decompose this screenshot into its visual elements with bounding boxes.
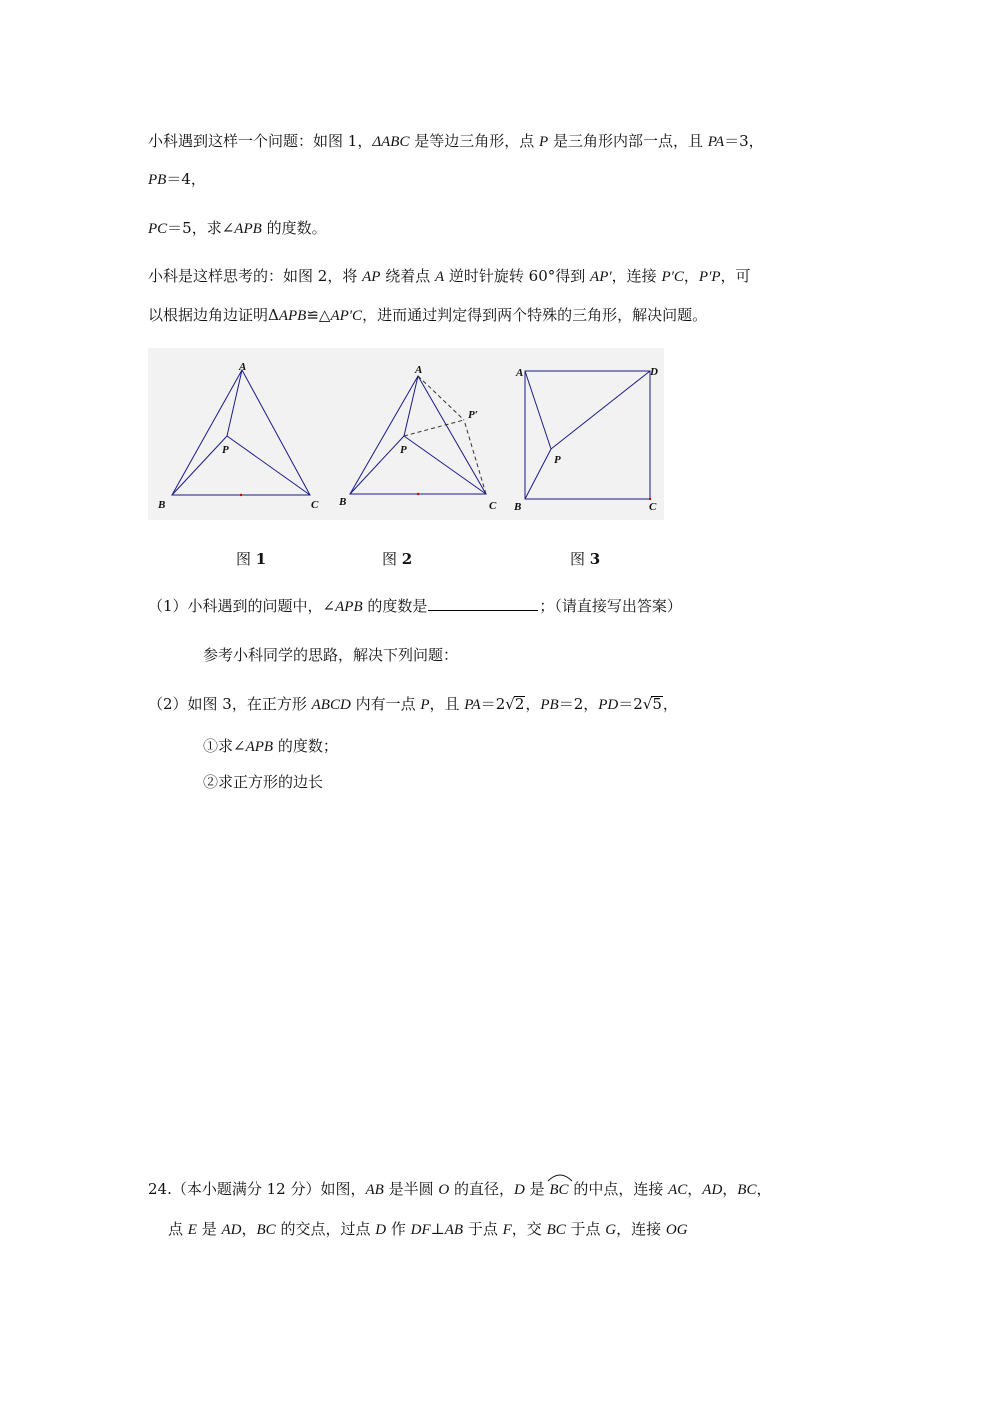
figure-3	[513, 366, 658, 513]
fig2-dashed-ap-prime	[418, 376, 464, 420]
fig1-label-a: A	[239, 361, 247, 373]
fig2-triangle	[350, 376, 486, 494]
figures-panel	[148, 348, 664, 520]
fig1-triangle	[172, 370, 310, 495]
figure-2	[338, 364, 497, 512]
fig2-label-b: B	[339, 496, 347, 508]
fig3-label-c: C	[649, 501, 657, 513]
fig2-dashed-p-prime-c	[464, 420, 486, 494]
fig1-segment-pc	[227, 436, 310, 495]
caption-figure-3: 图 3	[570, 550, 601, 568]
fig1-segment-pa	[227, 370, 242, 436]
caption-figure-1: 图 1	[236, 550, 267, 568]
fig2-label-p-prime: P′	[468, 409, 478, 421]
fig2-segment-pa	[404, 376, 418, 436]
problem-24-line1: 24.（本小题满分 12 分）如图，AB 是半圆 O 的直径，D 是 BC 的中点，连接 AC，AD，BC，	[148, 1179, 771, 1200]
fig2-dashed-pp-prime	[404, 420, 464, 436]
arc-bc: BC	[549, 1179, 568, 1200]
problem-24-line2: 点 E 是 AD，BC 的交点，过点 D 作 DF⊥AB 于点 F，交 BC 于点 G，连接 OG	[168, 1220, 688, 1238]
fig3-label-p: P	[554, 454, 561, 466]
thinking-line1: 小科是这样思考的：如图 2，将 AP 绕着点 A 逆时针旋转 60°得到 AP′，连接 P′C，P′P，可	[148, 267, 751, 285]
fig3-segment-pb	[525, 449, 551, 499]
fig1-label-c: C	[311, 499, 319, 511]
fig3-corner-dot	[649, 498, 651, 500]
fig2-midpoint	[417, 493, 419, 495]
arc-mark-icon	[547, 1172, 573, 1182]
fig3-square	[525, 371, 650, 499]
fig2-segment-pc	[404, 436, 486, 494]
reference-line: 参考小科同学的思路，解决下列问题：	[203, 646, 459, 664]
fig1-label-p: P	[222, 444, 229, 456]
fig2-label-p: P	[400, 444, 407, 456]
question-2: （2）如图 3，在正方形 ABCD 内有一点 P，且 PA＝2√2，PB＝2，PD＝2√5，	[148, 695, 678, 713]
sqrt-radicand-1: 2	[514, 695, 525, 713]
question-2-part-2: ②求正方形的边长	[203, 773, 324, 791]
fig3-segment-pa	[525, 371, 551, 449]
figure-1	[157, 361, 319, 511]
problem-intro-line1: 小科遇到这样一个问题：如图 1，ΔABC 是等边三角形，点 P 是三角形内部一点，且 PA＝3，	[148, 132, 764, 150]
problem-intro-line2: PB＝4，	[148, 170, 206, 188]
fig3-label-b: B	[514, 501, 522, 513]
fig1-segment-pb	[172, 436, 227, 495]
fig2-label-a: A	[415, 364, 423, 376]
sqrt-radicand-2: 5	[652, 695, 662, 713]
question-1: （1）小科遇到的问题中，∠APB 的度数是 ；（请直接写出答案）	[148, 597, 682, 615]
question-2-part-1: ①求∠APB 的度数；	[203, 737, 338, 755]
figures-svg	[148, 348, 664, 520]
thinking-line2: 以根据边角边证明ΔAPB≌△AP′C，进而通过判定得到两个特殊的三角形，解决问题。	[148, 306, 708, 324]
fig1-midpoint	[240, 494, 242, 496]
caption-figure-2: 图 2	[382, 550, 413, 568]
fig2-label-c: C	[489, 500, 497, 512]
fig2-segment-pb	[350, 436, 404, 494]
sqrt-sign: √	[642, 695, 653, 713]
fig1-label-b: B	[158, 499, 166, 511]
problem-intro-line3: PC＝5，求∠APB 的度数。	[148, 219, 327, 237]
fig3-segment-pd	[551, 371, 650, 449]
sqrt-sign: √	[505, 695, 515, 713]
fig3-label-a: A	[516, 367, 524, 379]
answer-blank[interactable]	[428, 596, 538, 611]
fig3-label-d: D	[650, 366, 658, 378]
